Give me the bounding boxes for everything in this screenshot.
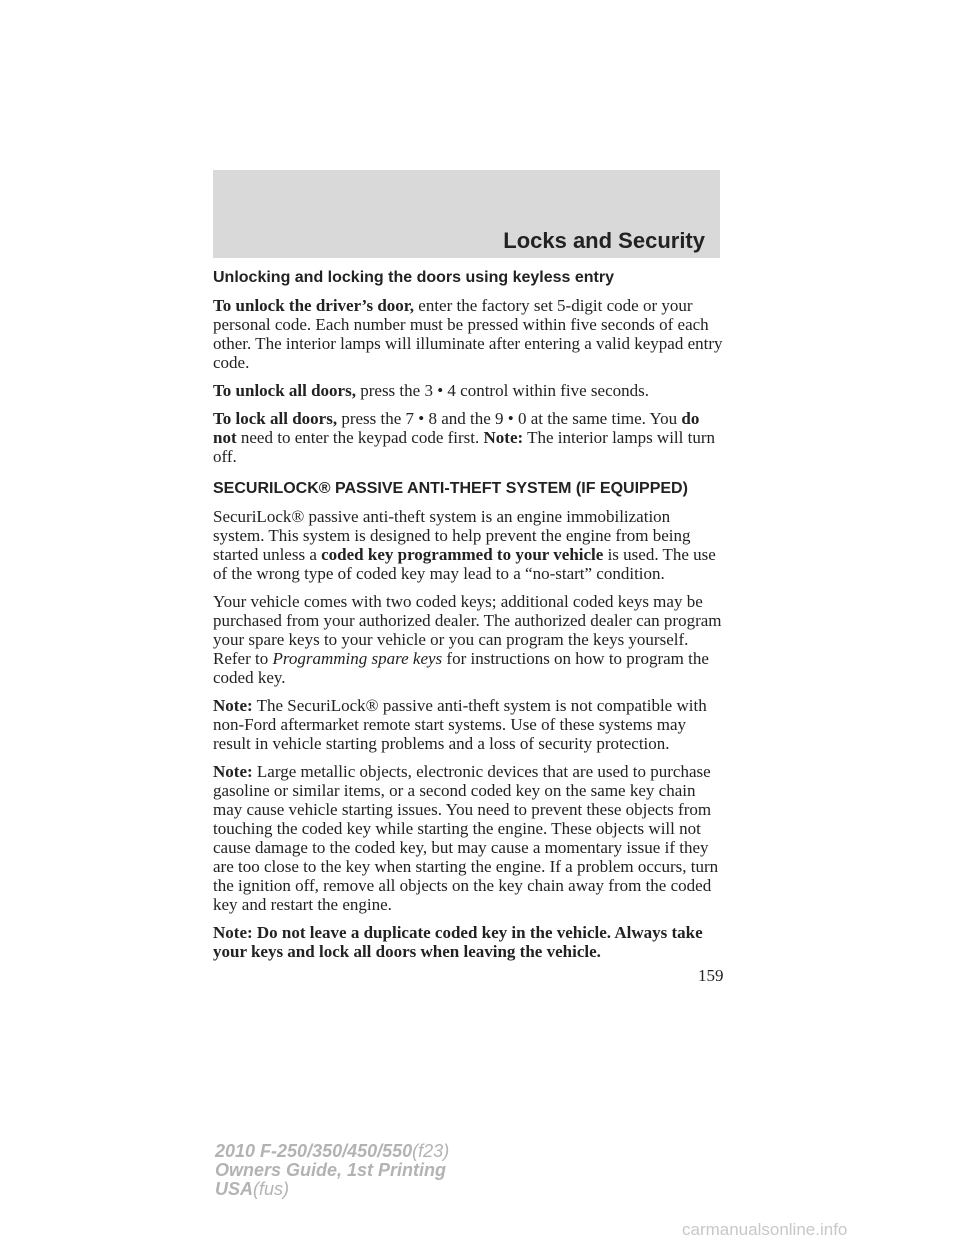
unlock-driver-lead: To unlock the driver’s door, xyxy=(213,296,415,315)
unlock-all-paragraph xyxy=(213,381,723,400)
section-title: Locks and Security xyxy=(503,228,705,253)
programming-spare-keys-ref: Programming spare keys xyxy=(272,649,443,668)
lock-note-text: The interior lamps will turn off. xyxy=(213,428,716,466)
note-remote-start-text: The SecuriLock® passive anti-theft system is not compatible with non-Ford aftermarket remote start systems. Use of these systems may result in vehicle starting problems and a loss of security protection. xyxy=(213,696,707,753)
note-duplicate-key: Note: Do not leave a duplicate coded key in the vehicle. Always take your keys and lock all doors when leaving the vehicle. xyxy=(213,923,703,961)
lock-all-text-2: need to enter the keypad code first. xyxy=(240,428,480,447)
footer-print-info xyxy=(215,1142,449,1199)
footer-line-3 xyxy=(215,1180,449,1199)
lock-all-text: press the 7 • 8 and the 9 • 0 at the same time. You xyxy=(341,409,678,428)
footer-model: 2010 F-250/350/450/550 xyxy=(215,1141,413,1161)
note-remote-start xyxy=(213,696,723,753)
footer-market-code: (fus) xyxy=(253,1179,290,1199)
securilock-p1-bold: coded key programmed to your vehicle xyxy=(321,545,604,564)
securilock-p1-a: SecuriLock® passive anti-theft system is an engine immobilization system. This system is designed to help prevent the engine from being started unless a xyxy=(213,507,691,564)
securilock-p2-a: Your vehicle comes with two coded keys; additional coded keys may be purchased from your authorized dealer. The authorized dealer can program your spare keys to your vehicle or you can program the keys yourself. Refer to xyxy=(213,592,722,668)
lock-all-lead: To lock all doors, xyxy=(213,409,338,428)
note-label: Note: xyxy=(213,696,253,715)
securilock-paragraph-1 xyxy=(213,507,723,583)
footer-model-code: (f23) xyxy=(412,1141,450,1161)
page-number: 159 xyxy=(698,966,724,985)
lock-note-label: Note: xyxy=(483,428,524,447)
securilock-paragraph-2 xyxy=(213,592,723,687)
securilock-p2-b: for instructions on how to program the coded key. xyxy=(213,649,709,687)
unlock-all-lead: To unlock all doors, xyxy=(213,381,356,400)
section-header-band xyxy=(213,170,720,258)
unlock-driver-text: enter the factory set 5-digit code or your personal code. Each number must be pressed within five seconds of each other. The interior lamps will illuminate after entering a valid keypad entry code. xyxy=(213,296,723,372)
securilock-p1-b: is used. The use of the wrong type of coded key may lead to a “no-start” condition. xyxy=(213,545,716,583)
unlock-driver-paragraph xyxy=(213,296,723,372)
footer-line-2: Owners Guide, 1st Printing xyxy=(215,1160,447,1180)
lock-all-paragraph xyxy=(213,409,723,466)
note-label: Note: xyxy=(213,762,253,781)
footer-line-1 xyxy=(215,1142,449,1161)
watermark: carmanualsonline.info xyxy=(682,1220,848,1239)
footer-market: USA xyxy=(215,1179,254,1199)
securilock-heading: SECURILOCK® PASSIVE ANTI-THEFT SYSTEM (IF EQUIPPED) xyxy=(213,480,688,497)
page-content xyxy=(213,268,723,970)
keyless-entry-heading: Unlocking and locking the doors using keyless entry xyxy=(213,269,614,286)
unlock-all-text: press the 3 • 4 control within five seconds. xyxy=(360,381,649,400)
note-metallic-objects-text: Large metallic objects, electronic devices that are used to purchase gasoline or similar items, or a second coded key on the same key chain may cause vehicle starting issues. You need to prevent these objects from touching the coded key while starting the engine. These objects will not cause damage to the coded key, but may cause a momentary issue if they are too close to the key when starting the engine. If a problem occurs, turn the ignition off, remove all objects on the key chain away from the coded key and restart the engine. xyxy=(213,762,719,914)
lock-do-not: do not xyxy=(213,409,700,447)
note-metallic-objects xyxy=(213,762,723,914)
